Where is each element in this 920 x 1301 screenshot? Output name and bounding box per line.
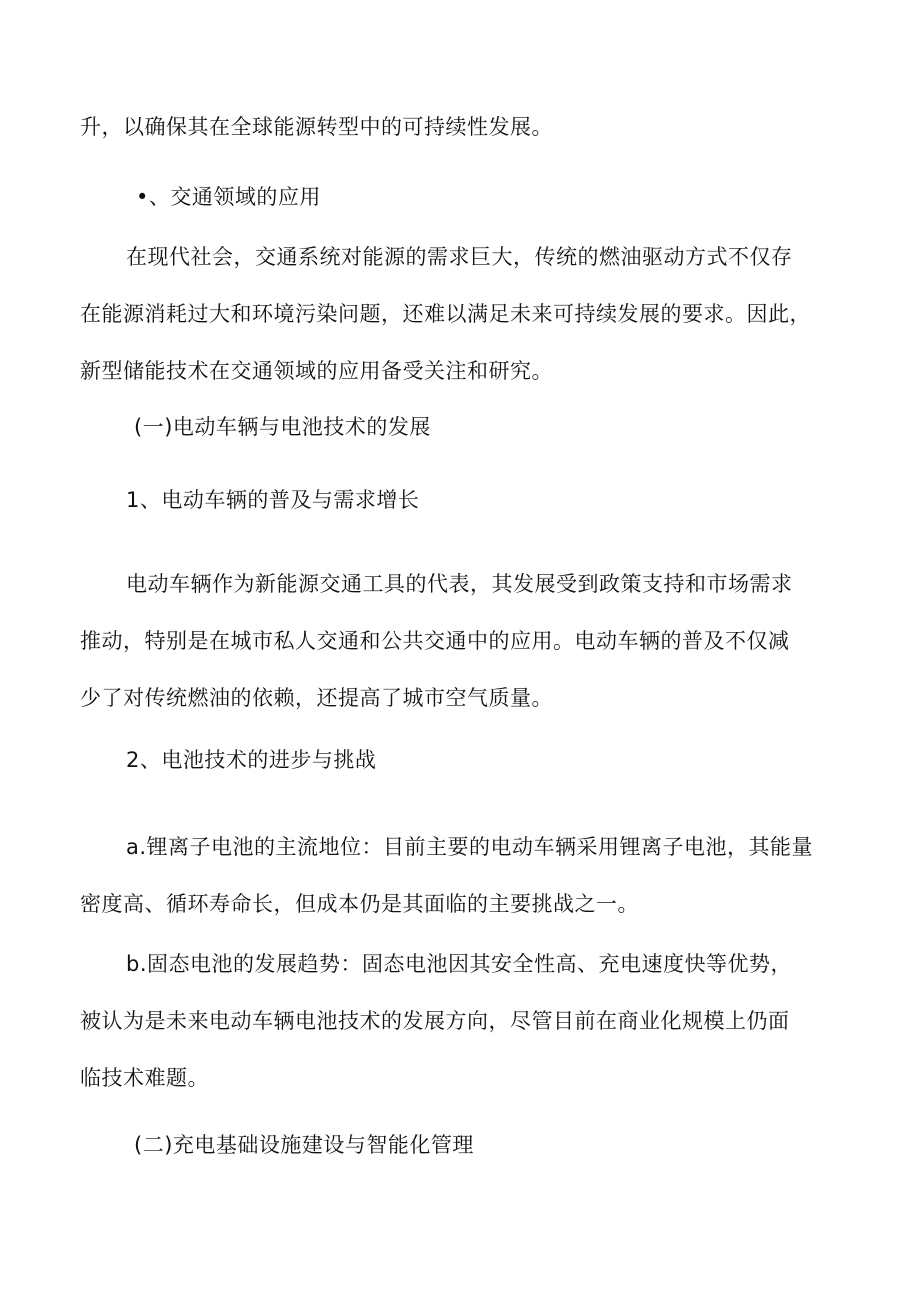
- item-2-heading: 2、电池技术的进步与挑战: [126, 748, 377, 772]
- intro-line-1: 在现代社会，交通系统对能源的需求巨大，传统的燃油驱动方式不仅存: [126, 245, 793, 269]
- section-heading: •、交通领域的应用: [136, 185, 321, 209]
- subsection-1-heading: (一)电动车辆与电池技术的发展: [134, 415, 431, 439]
- point-a-paragraph: [80, 832, 840, 919]
- point-a-line-1: a.锂离子电池的主流地位：目前主要的电动车辆采用锂离子电池，其能量: [126, 835, 814, 859]
- item-1-line-1: 电动车辆作为新能源交通工具的代表，其发展受到政策支持和市场需求: [126, 572, 793, 596]
- intro-line-2: 在能源消耗过大和环境污染问题，还难以满足未来可持续发展的要求。因此，: [80, 302, 811, 326]
- item-1-heading: 1、电动车辆的普及与需求增长: [126, 488, 420, 512]
- intro-paragraph: [80, 242, 840, 386]
- point-b-paragraph: [80, 949, 840, 1093]
- point-a-line-2: 密度高、循环寿命长，但成本仍是其面临的主要挑战之一。: [80, 892, 639, 916]
- item-1-line-3: 少了对传统燃油的依赖，还提高了城市空气质量。: [80, 686, 553, 710]
- subsection-2-heading: (二)充电基础设施建设与智能化管理: [134, 1133, 474, 1157]
- intro-line-3: 新型储能技术在交通领域的应用备受关注和研究。: [80, 359, 553, 383]
- point-b-line-3: 临技术难题。: [80, 1066, 209, 1090]
- item-1-line-2: 推动，特别是在城市私人交通和公共交通中的应用。电动车辆的普及不仅减: [80, 629, 790, 653]
- continuation-text: 升，以确保其在全球能源转型中的可持续性发展。: [80, 115, 553, 139]
- item-1-paragraph: [80, 569, 840, 713]
- point-b-line-1: b.固态电池的发展趋势：固态电池因其安全性高、充电速度快等优势，: [126, 952, 793, 976]
- point-b-line-2: 被认为是未来电动车辆电池技术的发展方向，尽管目前在商业化规模上仍面: [80, 1009, 790, 1033]
